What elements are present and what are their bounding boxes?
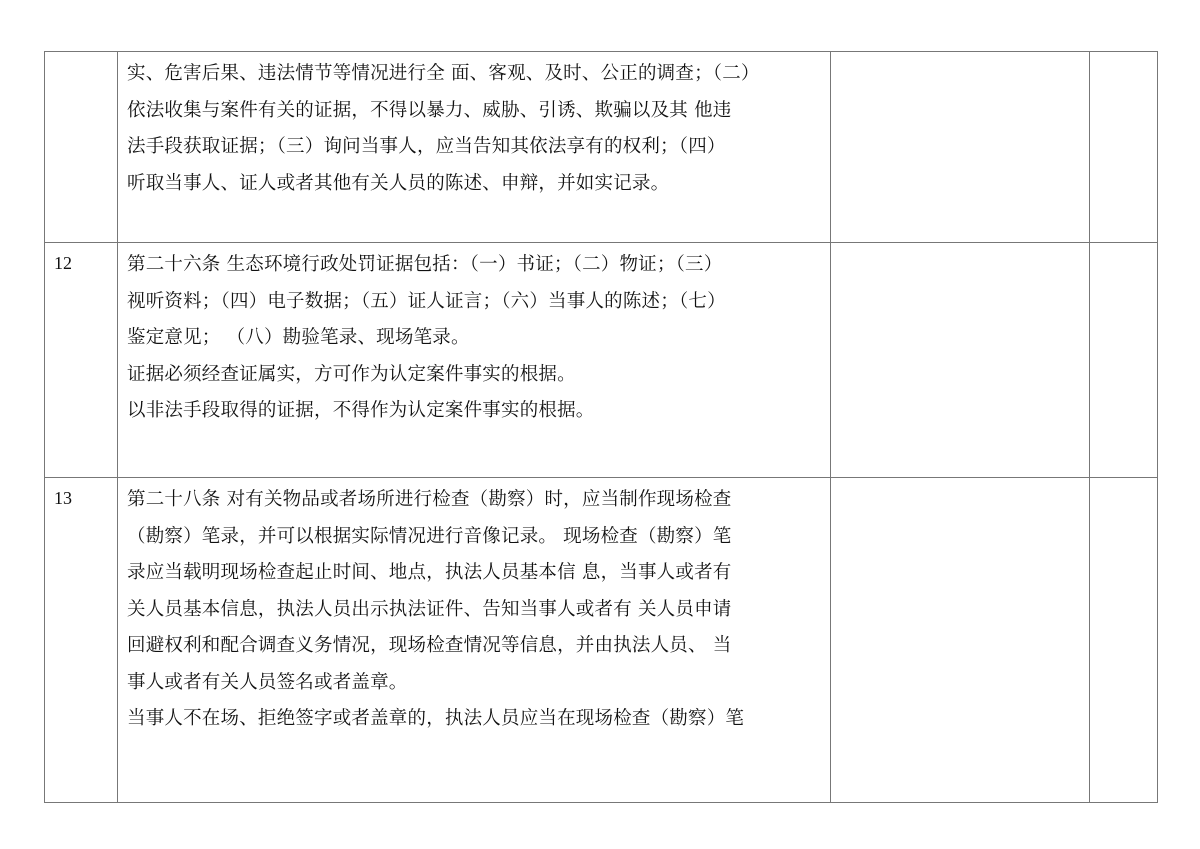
text-line: 录应当载明现场检查起止时间、地点，执法人员基本信 息，当事人或者有 xyxy=(127,562,732,583)
text-line: 第二十八条 对有关物品或者场所进行检查（勘察）时，应当制作现场检查 xyxy=(127,489,732,510)
text-line: 实、危害后果、违法情节等情况进行全 面、客观、及时、公正的调查；（二） xyxy=(127,63,760,84)
text-line: 事人或者有关人员签名或者盖章。 xyxy=(127,671,408,693)
text-line: （勘察）笔录，并可以根据实际情况进行音像记录。 现场检查（勘察）笔 xyxy=(127,525,732,547)
text-line: 回避权利和配合调查义务情况，现场检查情况等信息，并由执法人员、 当 xyxy=(127,635,732,656)
text-line: 第二十六条 生态环境行政处罚证据包括：（一）书证；（二）物证；（三） xyxy=(127,254,723,275)
row-number-cell: 13 xyxy=(45,478,118,803)
text-line: 听取当事人、证人或者其他有关人员的陈述、申辩，并如实记录。 xyxy=(127,172,670,194)
text-line: 证据必须经查证属实，方可作为认定案件事实的根据。 xyxy=(127,363,576,385)
clause-text-cell xyxy=(118,52,831,243)
text-line: 鉴定意见； （八）勘验笔录、现场笔录。 xyxy=(127,327,470,348)
text-line: 以非法手段取得的证据，不得作为认定案件事实的根据。 xyxy=(127,400,595,421)
empty-cell xyxy=(831,478,1090,803)
clause-text-cell xyxy=(118,478,831,803)
empty-cell xyxy=(1090,52,1158,243)
text-line: 法手段获取证据；（三）询问当事人，应当告知其依法享有的权利；（四） xyxy=(127,136,726,157)
text-line: 依法收集与案件有关的证据，不得以暴力、威胁、引诱、欺骗以及其 他违 xyxy=(127,99,732,121)
text-line: 关人员基本信息，执法人员出示执法证件、告知当事人或者有 关人员申请 xyxy=(127,598,732,620)
table-row xyxy=(45,243,1158,478)
clause-table xyxy=(44,51,1158,803)
empty-cell xyxy=(1090,243,1158,478)
text-line: 当事人不在场、拒绝签字或者盖章的，执法人员应当在现场检查（勘察）笔 xyxy=(127,708,745,729)
empty-cell xyxy=(831,243,1090,478)
clause-text-cell xyxy=(118,243,831,478)
empty-cell xyxy=(1090,478,1158,803)
row-number-cell: 12 xyxy=(45,243,118,478)
text-line: 视听资料；（四）电子数据；（五）证人证言；（六）当事人的陈述；（七） xyxy=(127,290,726,312)
empty-cell xyxy=(831,52,1090,243)
row-number-cell xyxy=(45,52,118,243)
table-row xyxy=(45,52,1158,243)
table-row xyxy=(45,478,1158,803)
